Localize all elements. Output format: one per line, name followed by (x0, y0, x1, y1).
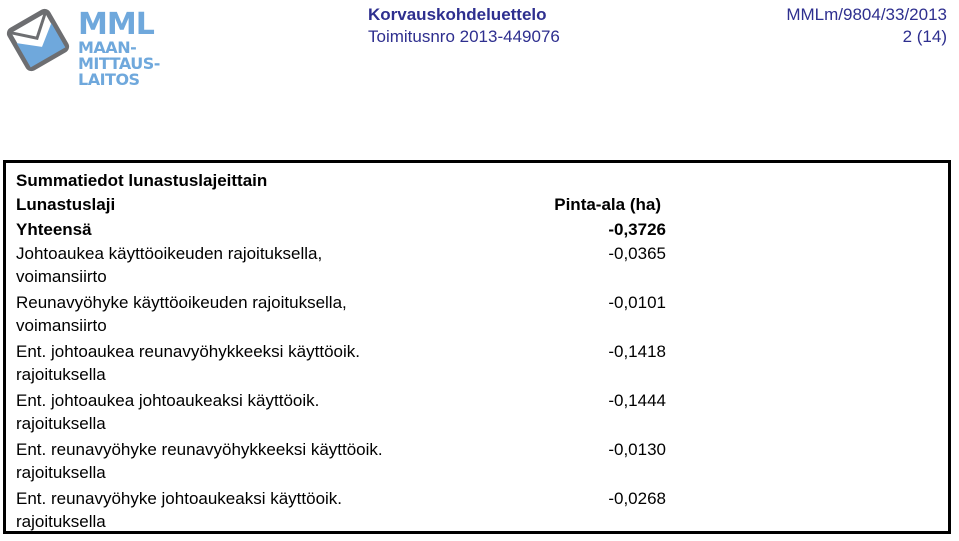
map-pin-logo-icon (2, 4, 74, 76)
row-value: -0,0101 (608, 293, 666, 312)
logo-line-1: MML (78, 7, 154, 42)
row-label-line-2: voimansiirto (16, 267, 107, 286)
document-title: Korvauskohdeluettelo (368, 5, 547, 24)
logo-wordmark (78, 7, 160, 89)
row-label-line-1: Johtoaukea käyttöoikeuden rajoituksella, (16, 244, 323, 263)
table-row (16, 291, 666, 337)
mml-logo (2, 4, 162, 88)
summary-box (3, 160, 951, 534)
row-label-line-2: rajoituksella (16, 512, 106, 531)
table-row (16, 389, 666, 435)
column-header-type: Lunastuslaji (16, 195, 116, 214)
total-label: Yhteensä (16, 220, 92, 239)
total-value: -0,3726 (608, 220, 666, 239)
logo-line-4: LAITOS (78, 70, 140, 89)
row-label-line-2: rajoituksella (16, 414, 106, 433)
table-row (16, 242, 666, 288)
row-value: -0,0268 (608, 489, 666, 508)
row-label-line-1: Ent. reunavyöhyke reunavyöhykkeeksi käyttöoik. (16, 440, 383, 459)
order-number: Toimitusnro 2013-449076 (368, 27, 560, 46)
summary-title: Summatiedot lunastuslajeittain (16, 171, 268, 190)
row-label-line-2: rajoituksella (16, 463, 106, 482)
table-row (16, 340, 666, 386)
total-row (16, 218, 666, 241)
row-label-line-1: Ent. johtoaukea johtoaukeaksi käyttöoik. (16, 391, 320, 410)
row-value: -0,0130 (608, 440, 666, 459)
document-reference: MMLm/9804/33/2013 (786, 5, 947, 24)
row-label-line-1: Ent. reunavyöhyke johtoaukeaksi käyttöoik. (16, 489, 343, 508)
table-row (16, 438, 666, 484)
row-value: -0,1418 (608, 342, 666, 361)
logo-line-2: MAAN- (78, 38, 137, 57)
row-label-line-2: voimansiirto (16, 316, 107, 335)
page-number: 2 (14) (902, 27, 947, 46)
row-label-line-2: rajoituksella (16, 365, 106, 384)
table-row (16, 487, 666, 533)
row-value: -0,1444 (608, 391, 666, 410)
row-label-line-1: Ent. johtoaukea reunavyöhykkeeksi käyttöoik. (16, 342, 360, 361)
column-header-area: Pinta-ala (ha) (554, 195, 661, 214)
logo-line-3: MITTAUS- (78, 54, 160, 73)
row-value: -0,0365 (608, 244, 666, 263)
row-label-line-1: Reunavyöhyke käyttöoikeuden rajoituksella, (16, 293, 347, 312)
